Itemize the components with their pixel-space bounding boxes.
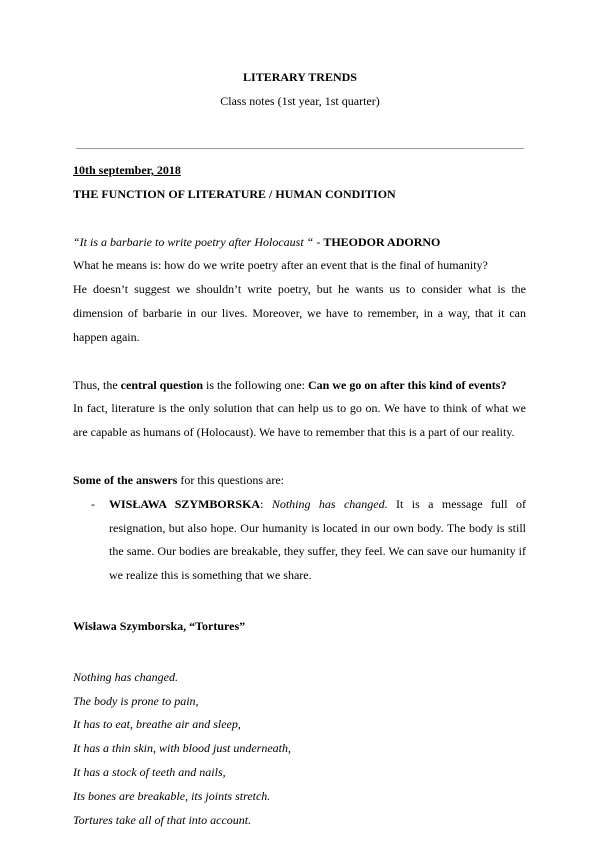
poem-line: Its bones are breakable, its joints stretch. <box>73 788 271 803</box>
document-subtitle: Class notes (1st year, 1st quarter) <box>220 94 380 108</box>
paragraph-meaning: What he means is: how do we write poetry after an event that is the final of humanity? <box>73 258 488 273</box>
quote-separator: - <box>313 234 324 249</box>
poem-line: The body is prone to pain, <box>73 693 199 708</box>
poem-line: It has a stock of teeth and nails, <box>73 764 226 779</box>
bullet-text: WISŁAWA SZYMBORSKA: Nothing has changed. It is a message full of resignation, but also hope. Our humanity is located in our own body. The body is still the same. Our bodies are breakable, they suffer, they feel. We can save our humanity if we realize this is something that we share. <box>109 496 526 583</box>
poem-line: Nothing has changed. <box>73 669 178 684</box>
answer-bullet <box>73 493 526 588</box>
document-title: LITERARY TRENDS <box>243 70 357 84</box>
quote-text: “It is a barbarie to write poetry after Holocaust “ <box>73 234 314 249</box>
central-question-text: Can we go on after this kind of events? <box>308 377 507 392</box>
bullet-dash: - <box>91 496 95 511</box>
answers-intro: Some of the answers for this questions are: <box>73 472 284 487</box>
paragraph-suggestion: He doesn’t suggest we shouldn’t write poetry, but he wants us to consider what is the dimension of barbarie in our lives. Moreover, we have to remember, in a way, that it can happen again. <box>73 282 526 344</box>
poem-line: Tortures take all of that into account. <box>73 812 252 827</box>
paragraph-literature: In fact, literature is the only solution that can help us to go on. We have to think of what we are capable as humans of (Holocaust). We have to remember that this is a part of our reality. <box>73 401 526 440</box>
central-question-label: central question <box>120 377 204 392</box>
paragraph-central-question: Thus, the central question is the following one: Can we go on after this kind of events? <box>73 377 507 392</box>
notes-body <box>73 159 526 832</box>
adorno-quote <box>73 231 526 255</box>
poem-heading: Wisława Szymborska, “Tortures” <box>73 618 246 633</box>
poem-line: It has to eat, breathe air and sleep, <box>73 717 241 732</box>
quote-author: THEODOR ADORNO <box>323 234 441 249</box>
section-date: 10th september, 2018 <box>73 163 181 177</box>
bullet-work-title: Nothing has changed. <box>263 496 388 511</box>
bullet-author: WISŁAWA SZYMBORSKA <box>109 496 261 511</box>
poem-line: It has a thin skin, with blood just underneath, <box>73 741 291 756</box>
header-divider <box>76 148 524 149</box>
poem-lines <box>73 666 526 833</box>
section-heading: THE FUNCTION OF LITERATURE / HUMAN CONDITION <box>73 186 396 201</box>
